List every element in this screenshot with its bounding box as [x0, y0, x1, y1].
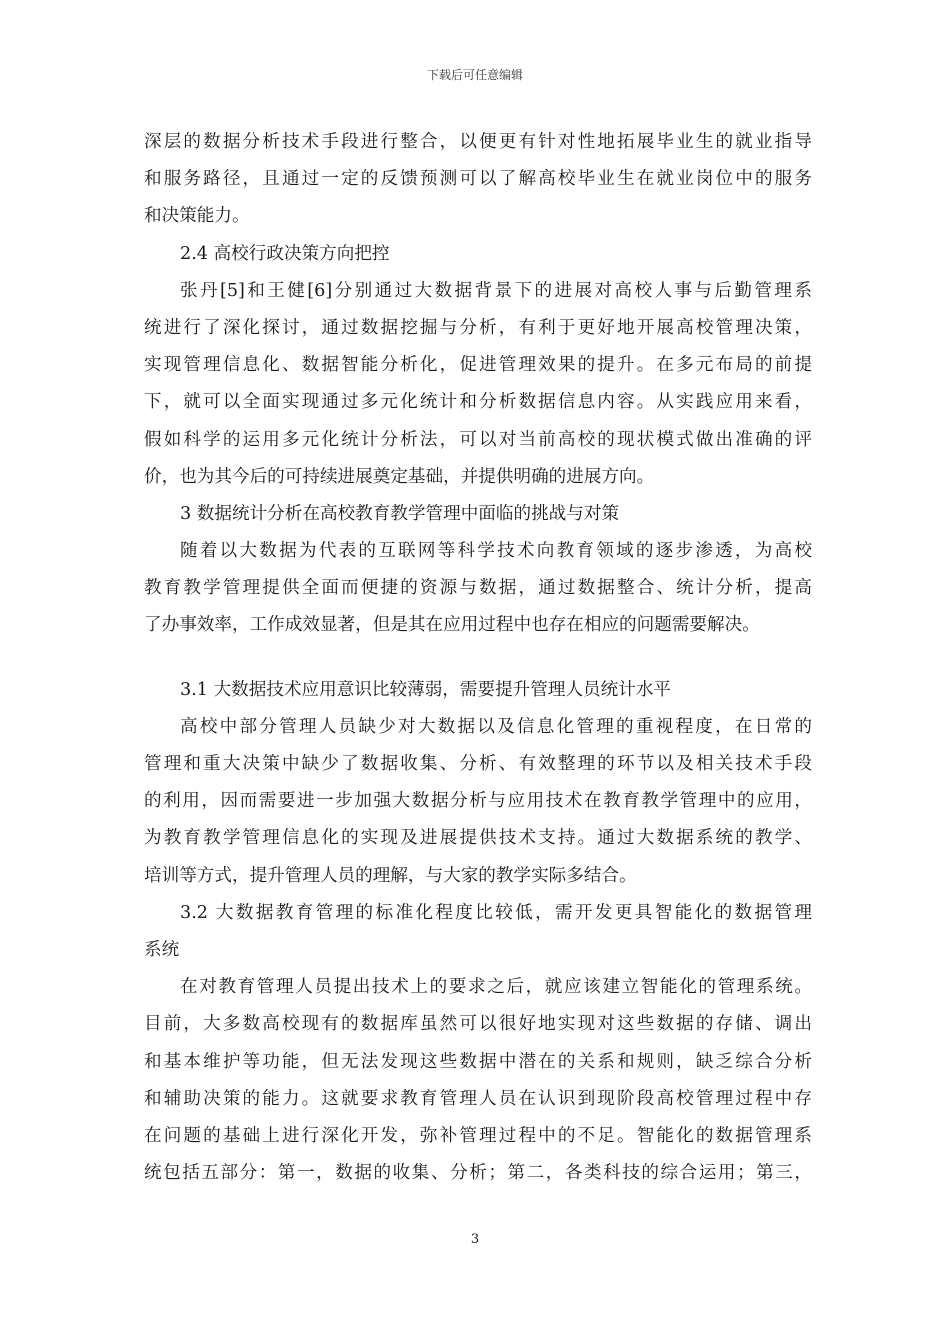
paragraph-line: 下，就可以全面实现通过多元化统计和分析数据信息内容。从实践应用来看，	[144, 392, 812, 413]
paragraph-line: 价，也为其今后的可持续进展奠定基础，并提供明确的进展方向。	[144, 466, 655, 487]
section-heading-3-2: 3.2 大数据教育管理的标准化程度比较低，需开发更具智能化的数据管理	[180, 902, 812, 923]
paragraph-line: 统进行了深化探讨，通过数据挖掘与分析，有利于更好地开展高校管理决策，	[144, 317, 812, 338]
paragraph-line: 培训等方式，提升管理人员的理解，与大家的教学实际多结合。	[144, 865, 637, 886]
page-header: 下载后可任意编辑	[426, 68, 523, 82]
paragraph-line: 和辅助决策的能力。这就要求教育管理人员在认识到现阶段高校管理过程中存	[144, 1088, 812, 1109]
blank-gap	[144, 645, 812, 672]
paragraph-line: 和决策能力。	[144, 206, 250, 227]
paragraph-line: 张丹[5]和王健[6]分别通过大数据背景下的进展对高校人事与后勤管理系	[180, 280, 812, 301]
paragraph-line: 管理和重大决策中缺少了数据收集、分析、有效整理的环节以及相关技术手段	[144, 754, 812, 774]
section-heading-3: 3 数据统计分析在高校教育教学管理中面临的挑战与对策	[180, 503, 620, 524]
paragraph-line: 目前，大多数高校现有的数据库虽然可以很好地实现对这些数据的存储、调出	[144, 1014, 812, 1035]
paragraph-line: 和基本维护等功能，但无法发现这些数据中潜在的关系和规则，缺乏综合分析	[144, 1051, 812, 1072]
paragraph-line: 和服务路径，且通过一定的反馈预测可以了解高校毕业生在就业岗位中的服务	[144, 169, 812, 190]
paragraph-line: 了办事效率，工作成效显著，但是其在应用过程中也存在相应的问题需要解决。	[144, 615, 760, 636]
paragraph-line: 高校中部分管理人员缺少对大数据以及信息化管理的重视程度，在日常的	[180, 716, 812, 737]
paragraph-line: 统包括五部分：第一，数据的收集、分析；第二，各类科技的综合运用；第三，	[144, 1163, 812, 1184]
paragraph-line: 的利用，因而需要进一步加强大数据分析与应用技术在教育教学管理中的应用，	[144, 791, 812, 812]
paragraph-line: 假如科学的运用多元化统计分析法，可以对当前高校的现状模式做出准确的评	[144, 429, 812, 450]
paragraph-line: 实现管理信息化、数据智能分析化，促进管理效果的提升。在多元布局的前提	[144, 355, 812, 376]
paragraph-line: 为教育教学管理信息化的实现及进展提供技术支持。通过大数据系统的教学、	[144, 828, 812, 849]
paragraph-line: 教育教学管理提供全面而便捷的资源与数据，通过数据整合、统计分析，提高	[144, 578, 812, 599]
page-number: 3	[470, 1232, 480, 1247]
section-heading-2-4: 2.4 高校行政决策方向把控	[180, 243, 390, 264]
paragraph-line: 随着以大数据为代表的互联网等科学技术向教育领域的逐步渗透，为高校	[180, 541, 812, 562]
paragraph-line: 深层的数据分析技术手段进行整合，以便更有针对性地拓展毕业生的就业指导	[144, 132, 812, 152]
document-body	[144, 124, 812, 1192]
section-heading-3-1: 3.1 大数据技术应用意识比较薄弱，需要提升管理人员统计水平	[180, 679, 672, 700]
paragraph-line: 在对教育管理人员提出技术上的要求之后，就应该建立智能化的管理系统。	[180, 977, 812, 998]
paragraph-line: 在问题的基础上进行深化开发，弥补管理过程中的不足。智能化的数据管理系	[144, 1125, 812, 1146]
section-heading-3-2-cont: 系统	[144, 939, 180, 960]
